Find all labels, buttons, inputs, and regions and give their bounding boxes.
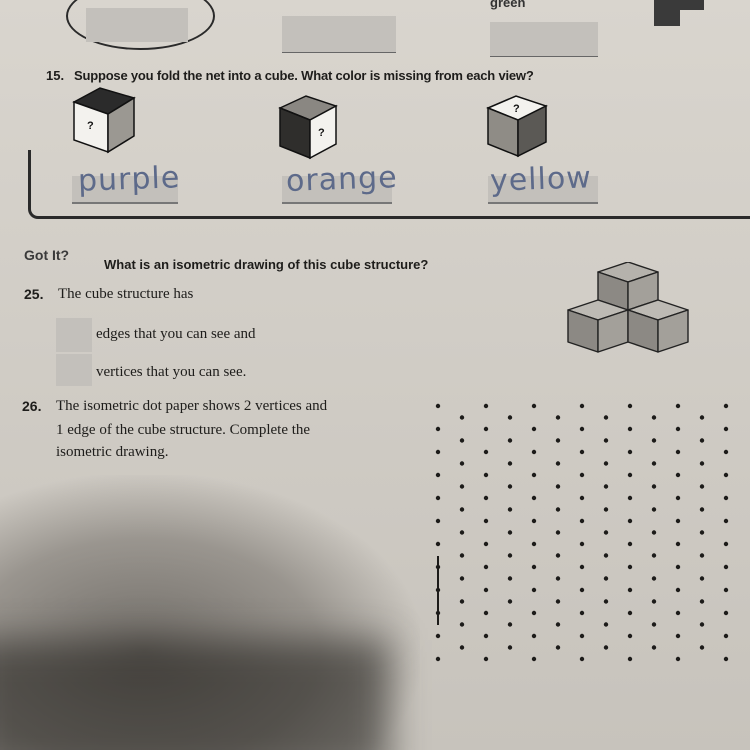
edges-answer-box[interactable] [56, 318, 92, 352]
cube-structure-figure [566, 262, 690, 358]
grid-dot [556, 576, 560, 580]
grid-dot [484, 588, 488, 592]
grid-dot [604, 576, 608, 580]
grid-dot [460, 507, 464, 511]
q25-number: 25. [24, 286, 44, 302]
grid-dot [628, 588, 632, 592]
grid-dot [436, 473, 440, 477]
grid-dot [556, 484, 560, 488]
grid-dot [676, 473, 680, 477]
grid-dot [724, 588, 728, 592]
grid-dot [460, 484, 464, 488]
grid-dot [508, 415, 512, 419]
grid-dot [652, 507, 656, 511]
grid-dot [604, 438, 608, 442]
grid-dot [580, 496, 584, 500]
grid-dot [628, 611, 632, 615]
grid-dot [436, 404, 440, 408]
grid-dot [556, 645, 560, 649]
grid-dot [532, 542, 536, 546]
grid-dot [652, 415, 656, 419]
grid-dot [604, 530, 608, 534]
answer-box-2 [282, 16, 396, 52]
q15-text: Suppose you fold the net into a cube. What color is missing from each view? [74, 68, 534, 83]
grid-dot [460, 553, 464, 557]
grid-dot [532, 657, 536, 661]
handwritten-answer-purple: purple [77, 160, 181, 199]
grid-dot [460, 415, 464, 419]
grid-dot [676, 657, 680, 661]
grid-dot [460, 461, 464, 465]
grid-dot [460, 530, 464, 534]
grid-dot [508, 438, 512, 442]
grid-dot [652, 576, 656, 580]
grid-dot [484, 634, 488, 638]
grid-dot [604, 461, 608, 465]
grid-dot [580, 542, 584, 546]
q26-line-1: The isometric dot paper shows 2 vertices and [56, 398, 328, 414]
grid-dot [724, 565, 728, 569]
handwritten-answer-yellow: yellow [489, 160, 593, 199]
grid-dot [556, 415, 560, 419]
edges-text: edges that you can see and [96, 326, 256, 342]
grid-dot [508, 599, 512, 603]
grid-dot [460, 576, 464, 580]
grid-dot [628, 473, 632, 477]
cube-view-3 [488, 96, 546, 156]
grid-dot [436, 657, 440, 661]
grid-dot [436, 519, 440, 523]
isometric-dot-paper[interactable] [420, 392, 740, 672]
grid-dot [460, 645, 464, 649]
grid-dot [604, 553, 608, 557]
grid-dot [700, 576, 704, 580]
grid-dot [436, 542, 440, 546]
grid-dot [724, 611, 728, 615]
grid-dot [676, 542, 680, 546]
section-frame [28, 150, 750, 219]
grid-dot [556, 461, 560, 465]
grid-dot [532, 450, 536, 454]
handwritten-answer-orange: orange [285, 160, 399, 199]
grid-dot [532, 588, 536, 592]
cube-label: ? [318, 127, 325, 139]
q25-text: The cube structure has [58, 286, 194, 302]
grid-dot [508, 507, 512, 511]
answer-line-3 [490, 56, 598, 57]
grid-dot [724, 473, 728, 477]
grid-dot [724, 634, 728, 638]
grid-dot [676, 496, 680, 500]
grid-dot [580, 634, 584, 638]
cube-label: ? [513, 103, 520, 115]
grid-dot [700, 461, 704, 465]
grid-dot [556, 438, 560, 442]
grid-dot [652, 484, 656, 488]
cube-view-1 [74, 88, 134, 152]
grid-dot [724, 404, 728, 408]
grid-dot [700, 507, 704, 511]
grid-dot [604, 415, 608, 419]
grid-dot [628, 657, 632, 661]
grid-dot [508, 461, 512, 465]
grid-dot [676, 565, 680, 569]
vertices-text: vertices that you can see. [96, 364, 247, 380]
grid-dot [700, 530, 704, 534]
grid-dot [628, 542, 632, 546]
grid-dot [460, 438, 464, 442]
grid-dot [628, 404, 632, 408]
grid-dot [676, 588, 680, 592]
grid-dot [484, 565, 488, 569]
grid-dot [700, 415, 704, 419]
grid-dot [652, 461, 656, 465]
grid-dot [436, 450, 440, 454]
grid-dot [532, 565, 536, 569]
grid-dot [676, 519, 680, 523]
grid-dot [508, 530, 512, 534]
grid-dot [484, 657, 488, 661]
grid-dot [484, 473, 488, 477]
grid-dot [436, 634, 440, 638]
grid-dot [508, 576, 512, 580]
grid-dot [604, 507, 608, 511]
grid-dot [556, 530, 560, 534]
grid-dot [484, 496, 488, 500]
grid-dot [652, 553, 656, 557]
grid-dot [652, 599, 656, 603]
grid-dot [604, 484, 608, 488]
got-it-text: What is an isometric drawing of this cube structure? [104, 257, 429, 272]
q26-line-3: isometric drawing. [56, 444, 169, 460]
grid-dot [724, 496, 728, 500]
grid-dot [580, 611, 584, 615]
grid-dot [436, 496, 440, 500]
grid-dot [676, 404, 680, 408]
grid-dot [724, 427, 728, 431]
cube-label: ? [87, 120, 94, 132]
grid-dot [724, 542, 728, 546]
grid-dot [676, 427, 680, 431]
grid-dot [652, 645, 656, 649]
grid-dot [652, 622, 656, 626]
grid-dot [484, 611, 488, 615]
vertices-answer-box[interactable] [56, 354, 92, 386]
grid-dot [532, 496, 536, 500]
q15-number: 15. [46, 68, 65, 83]
grid-dot [484, 427, 488, 431]
grid-dot [628, 565, 632, 569]
grid-dot [484, 404, 488, 408]
grid-dot [484, 542, 488, 546]
grid-dot [532, 634, 536, 638]
got-it-heading: Got It? [24, 247, 70, 263]
grid-dot [676, 450, 680, 454]
grid-dot [460, 622, 464, 626]
green-label: green [490, 0, 526, 10]
grid-dot [580, 588, 584, 592]
grid-dot [532, 473, 536, 477]
grid-dot [724, 657, 728, 661]
grid-dot [652, 530, 656, 534]
net-square-top [654, 0, 680, 26]
grid-dot [508, 553, 512, 557]
grid-dot [580, 404, 584, 408]
net-square-right [680, 0, 704, 10]
answer-box-1 [86, 8, 188, 42]
grid-dot [508, 622, 512, 626]
cube-view-2 [280, 96, 336, 158]
grid-dot [532, 404, 536, 408]
grid-dot [484, 519, 488, 523]
grid-dot [484, 450, 488, 454]
grid-dot [580, 565, 584, 569]
grid-dot [532, 427, 536, 431]
q26-number: 26. [22, 398, 42, 414]
grid-dot [532, 611, 536, 615]
grid-dot [508, 645, 512, 649]
grid-dot [700, 438, 704, 442]
grid-dot [700, 622, 704, 626]
grid-dot [724, 519, 728, 523]
grid-dot [700, 599, 704, 603]
grid-dot [556, 507, 560, 511]
grid-dot [556, 553, 560, 557]
grid-dot [580, 657, 584, 661]
grid-dot [628, 519, 632, 523]
grid-dot [436, 427, 440, 431]
grid-dot [676, 634, 680, 638]
grid-dot [628, 450, 632, 454]
answer-line-2 [282, 52, 396, 53]
hand-shadow-dark [0, 640, 390, 750]
grid-dot [700, 484, 704, 488]
grid-dot [700, 645, 704, 649]
grid-dot [724, 450, 728, 454]
grid-dot [580, 427, 584, 431]
grid-dot [580, 473, 584, 477]
answer-box-3 [490, 22, 598, 56]
grid-dot [700, 553, 704, 557]
grid-dot [580, 519, 584, 523]
grid-dot [628, 427, 632, 431]
grid-dot [556, 622, 560, 626]
grid-dot [556, 599, 560, 603]
grid-dot [460, 599, 464, 603]
grid-dot [580, 450, 584, 454]
grid-dot [604, 622, 608, 626]
grid-dot [604, 645, 608, 649]
grid-dot [532, 519, 536, 523]
grid-dot [652, 438, 656, 442]
grid-dot [628, 496, 632, 500]
q26-line-2: 1 edge of the cube structure. Complete the [56, 422, 311, 438]
grid-dot [508, 484, 512, 488]
grid-dot [676, 611, 680, 615]
grid-dot [628, 634, 632, 638]
grid-dot [604, 599, 608, 603]
